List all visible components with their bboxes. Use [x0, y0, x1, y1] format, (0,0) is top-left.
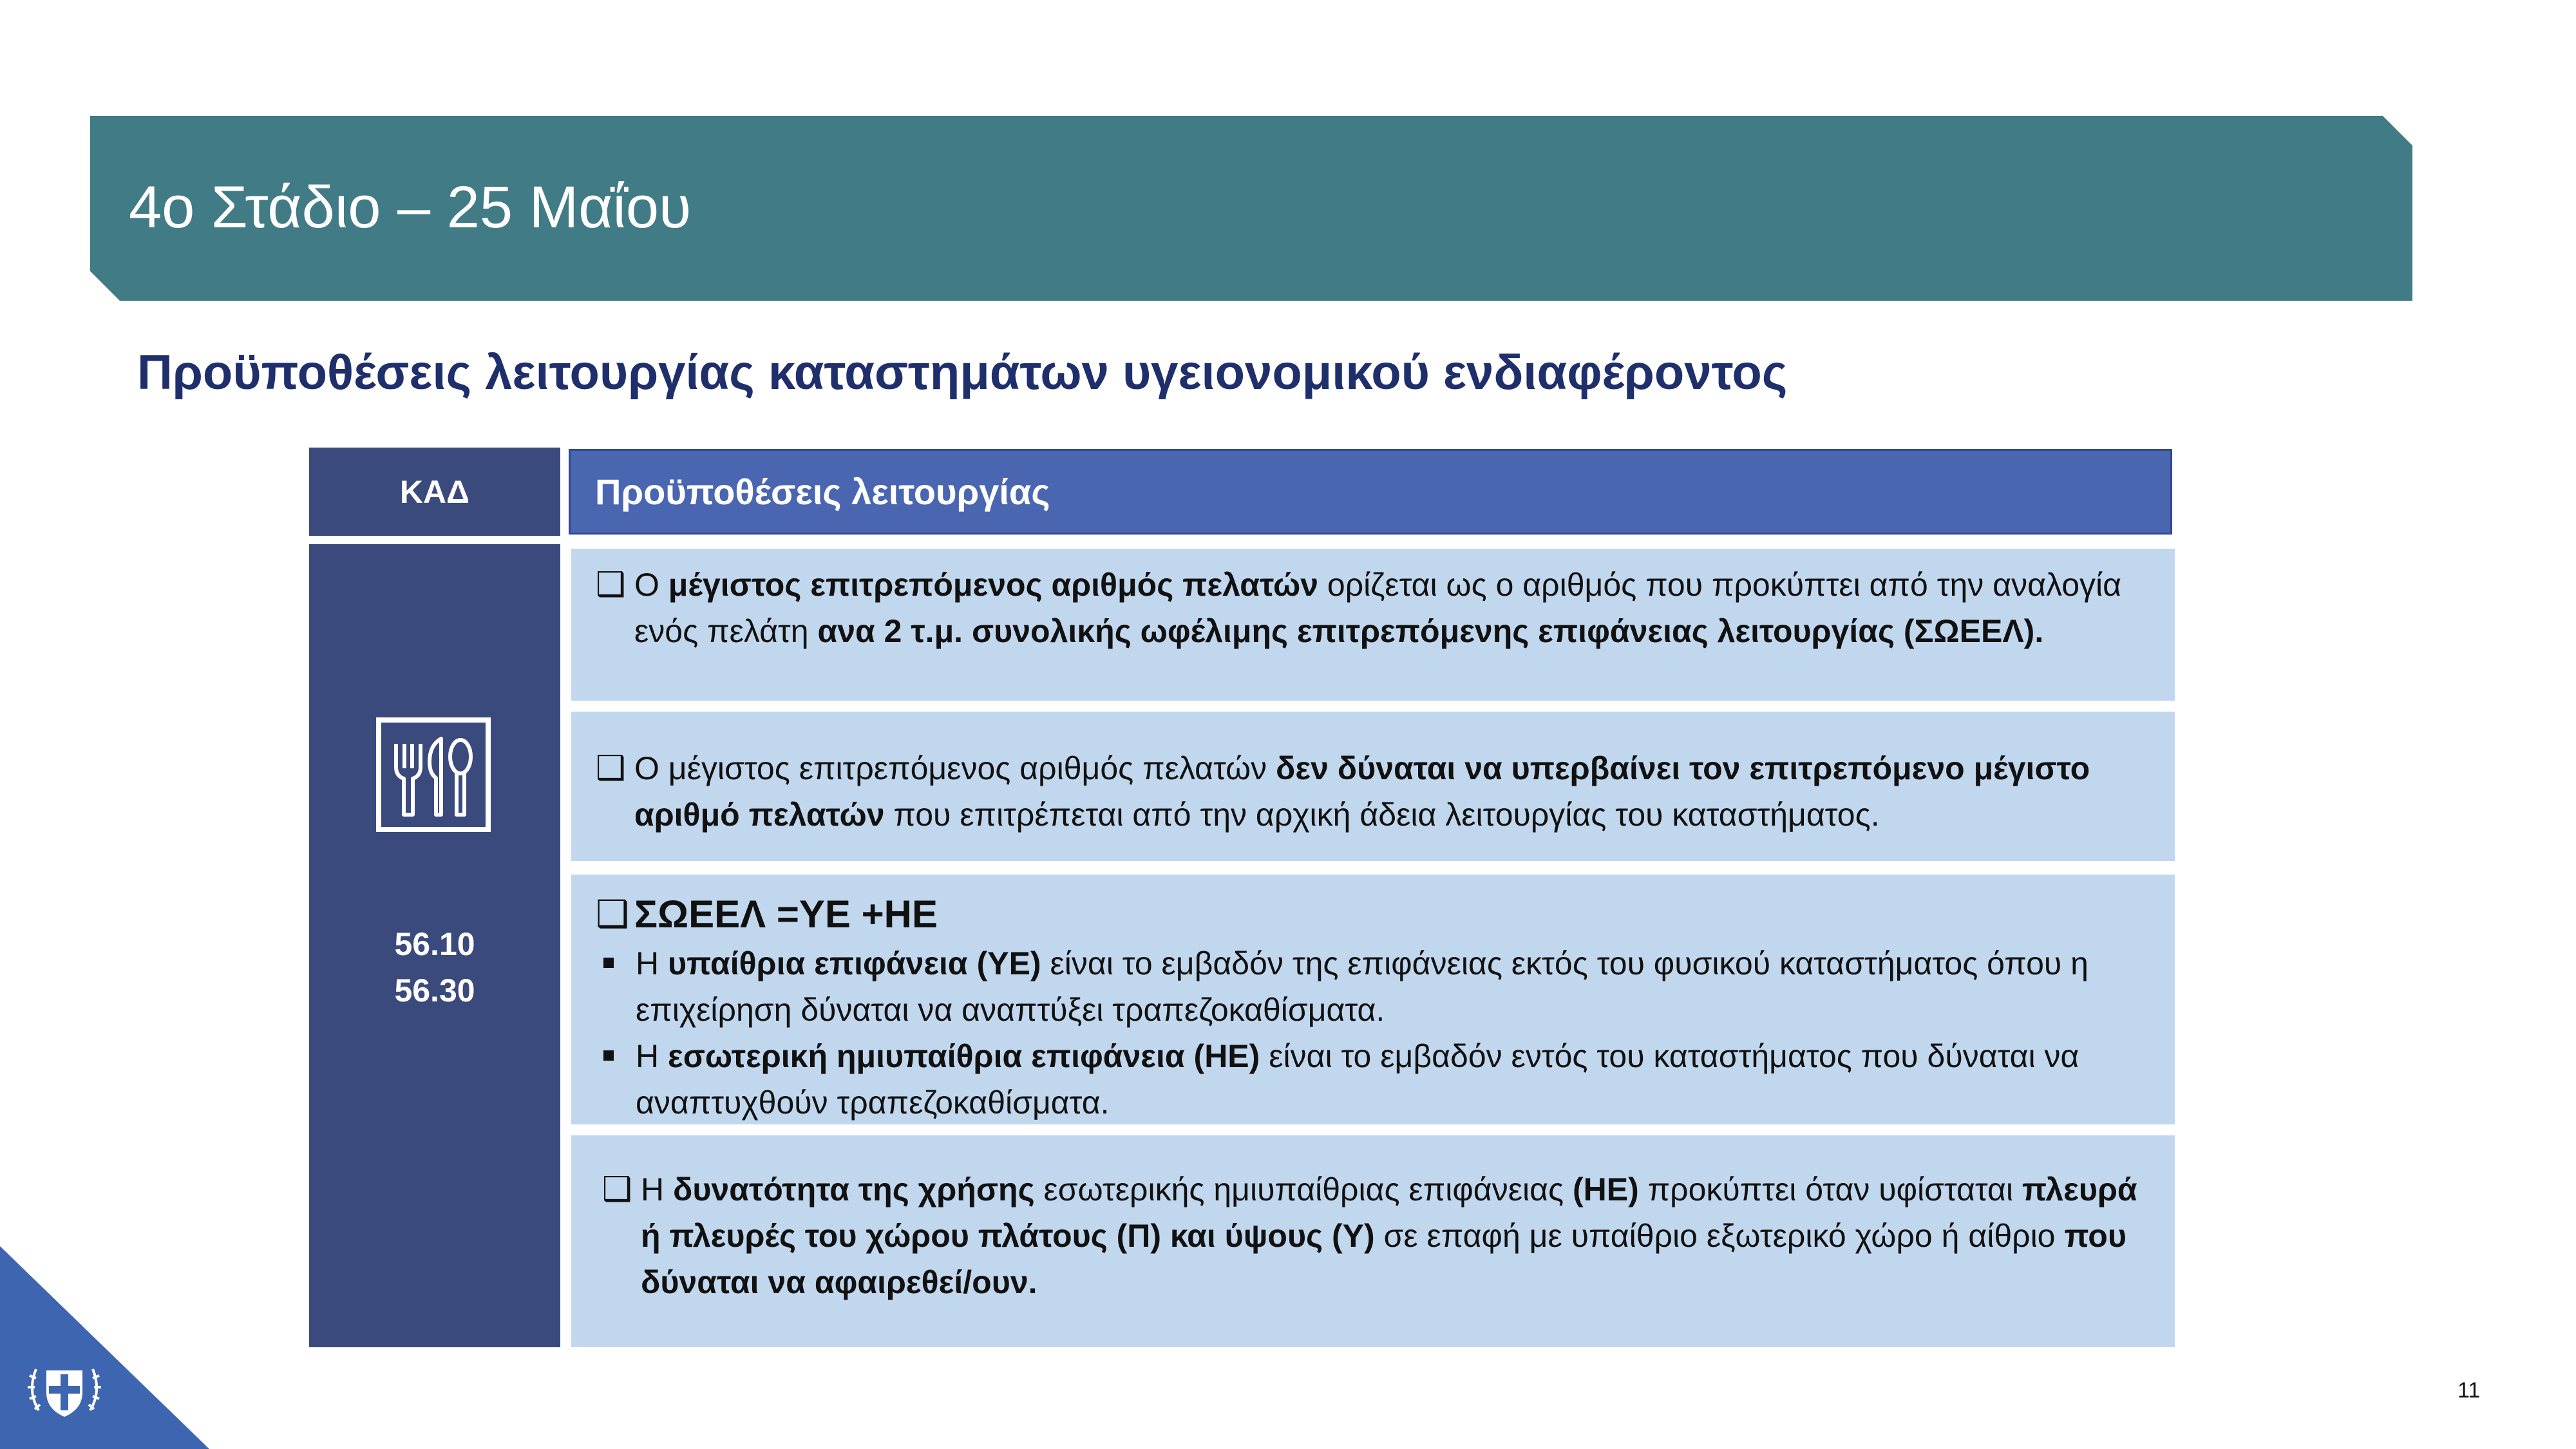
slide-number: 11 — [2458, 1378, 2481, 1403]
kad-code: 56.10 — [394, 926, 475, 962]
condition-box-area-formula — [571, 875, 2175, 1124]
condition-box-license-limit — [571, 712, 2175, 861]
condition-text: ❑ Ο μέγιστος επιτρεπόμενος αριθμός πελατών δεν δύναται να υπερβαίνει τον επιτρεπόμενο μέγιστο αριθμό πελατών που επιτρέπεται από την αρχική άδεια λειτουργίας του καταστήματος. — [596, 745, 2149, 838]
list-item: Η εσωτερική ημιυπαίθρια επιφάνεια (ΗΕ) είναι το εμβαδόν εντός του καταστήματος που δύναται να αναπτυχθούν τραπεζοκαθίσματα. — [596, 1033, 2149, 1126]
greek-emblem-icon — [22, 1346, 107, 1431]
square-bullet-icon — [603, 1050, 614, 1061]
restaurant-cutlery-icon — [375, 717, 491, 833]
condition-text: ❑ Ο μέγιστος επιτρεπόμενος αριθμός πελατών ορίζεται ως ο αριθμός που προκύπτει από την αναλογία ενός πελάτη ανα 2 τ.μ. συνολικής ωφέλιμης επιτρεπόμενης επιφάνειας λειτουργίας (ΣΩΕΕΛ). — [596, 562, 2149, 654]
condition-box-semi-outdoor — [571, 1135, 2175, 1347]
table-header-kad: ΚΑΔ — [309, 448, 560, 536]
checkbox-bullet-icon: ❑ — [596, 750, 626, 787]
checkbox-bullet-icon: ❑ — [596, 893, 629, 935]
kad-codes — [309, 921, 560, 1014]
table-header-conditions: Προϋποθέσεις λειτουργίας — [569, 449, 2172, 535]
checkbox-bullet-icon: ❑ — [602, 1171, 632, 1208]
checkbox-bullet-icon: ❑ — [596, 566, 626, 603]
formula-heading: ❑ ΣΩΕΕΛ =ΥΕ +ΗΕ — [596, 889, 2149, 940]
condition-box-capacity — [571, 549, 2175, 701]
list-item: Η υπαίθρια επιφάνεια (ΥΕ) είναι το εμβαδόν της επιφάνειας εκτός του φυσικού καταστήματος όπου η επιχείρηση δύναται να αναπτύξει τραπεζοκαθίσματα. — [596, 940, 2149, 1033]
section-subtitle: Προϋποθέσεις λειτουργίας καταστημάτων υγειονομικού ενδιαφέροντος — [137, 345, 1788, 400]
kad-code: 56.30 — [394, 972, 475, 1009]
page-title: 4ο Στάδιο – 25 Μαΐου — [129, 175, 692, 240]
condition-text: ❑ Η δυνατότητα της χρήσης εσωτερικής ημιυπαίθριας επιφάνειας (ΗΕ) προκύπτει όταν υφίσταται πλευρά ή πλευρές του χώρου πλάτους (Π) και ύψους (Υ) σε επαφή με υπαίθριο εξωτερικό χώρο ή αίθριο που δύναται να αφαιρεθεί/ουν. — [602, 1166, 2149, 1305]
square-bullet-icon — [603, 958, 614, 968]
